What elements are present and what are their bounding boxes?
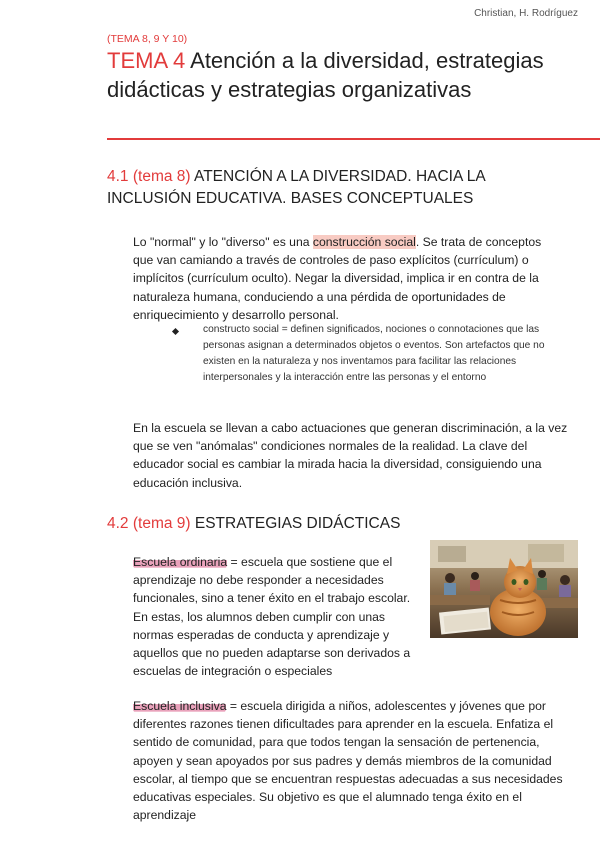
section-number: 4.1 (tema 8): [107, 168, 191, 185]
highlight-escuela-ordinaria: Escuela ordinaria: [133, 555, 228, 569]
section-title: ESTRATEGIAS DIDÁCTICAS: [190, 515, 401, 532]
highlight-escuela-inclusiva: Escuela inclusiva: [133, 699, 227, 713]
author-name: Christian, H. Rodríguez: [474, 8, 578, 19]
page-title: [107, 46, 547, 104]
highlight-construccion-social: construcción social: [312, 235, 416, 249]
section-heading-4-1: [107, 166, 527, 210]
paragraph-diversity: Lo "normal" y lo "diverso" es una construcción social. Se trata de conceptos que van camiando a través de controles de paso explícitos (currículum) o implícitos (currículum oculto). Negar la diversidad, implica ir en contra de la naturaleza humana, conduciendo a una pérdida de oportunidades de enriquecimiento y desarrollo personal.: [133, 235, 542, 322]
title-number: TEMA 4: [107, 48, 186, 73]
section-heading-4-2: [107, 513, 527, 535]
title-divider: [107, 138, 600, 140]
bullet-icon: [172, 328, 179, 335]
paragraph-school: En la escuela se llevan a cabo actuaciones que generan discriminación, a la vez que se ven "anómalas" condiciones normales de la realidad. La clave del educador social es cambiar la mirada hacia la diversidad, consiguiendo una educación inclusiva.: [133, 421, 568, 490]
section-number: 4.2 (tema 9): [107, 515, 191, 532]
pretitle: (TEMA 8, 9 Y 10): [107, 33, 188, 45]
paragraph-escuela-inclusiva: Escuela inclusiva = escuela dirigida a niños, adolescentes y jóvenes que por diferentes razones tienen dificultades para aprender en la escuela. Enfatiza el sentido de comunidad, para que todos tengan la sensación de pertenencia, apoyen y sean apoyados por sus padres y demás miembros de la comunidad escolar, al tiempo que se encuentran respuestas adecuadas a sus necesidades educativas especiales. Su objetivo es que el alumnado tenga éxito en el aprendizaje: [133, 699, 563, 823]
paragraph-escuela-ordinaria: Escuela ordinaria = escuela que sostiene que el aprendizaje no debe responder a necesidades funcionales, sino a tener éxito en el trabajo escolar. En estas, los alumnos deben cumplir con unas normas esperadas de conducta y aprendizaje y aquellos que no pueden adaptarse son derivados a escuelas de integración o especiales: [133, 555, 411, 679]
bullet-constructo-social: constructo social = definen significados, nociones o connotaciones que las personas asignan a determinados objetos o eventos. Son artefactos que no existen en la naturaleza y nos inventamos para facilitar las relaciones interpersonales y la interacción entre las personas y el entorno: [203, 324, 545, 383]
cat-photo-image: [430, 540, 578, 638]
classroom-cat-photo: [430, 540, 578, 638]
title-text: Atención a la diversidad, estrategias didácticas y estrategias organizativas: [107, 48, 544, 102]
section-title: ATENCIÓN A LA DIVERSIDAD. HACIA LA INCLUSIÓN EDUCATIVA. BASES CONCEPTUALES: [107, 168, 485, 207]
